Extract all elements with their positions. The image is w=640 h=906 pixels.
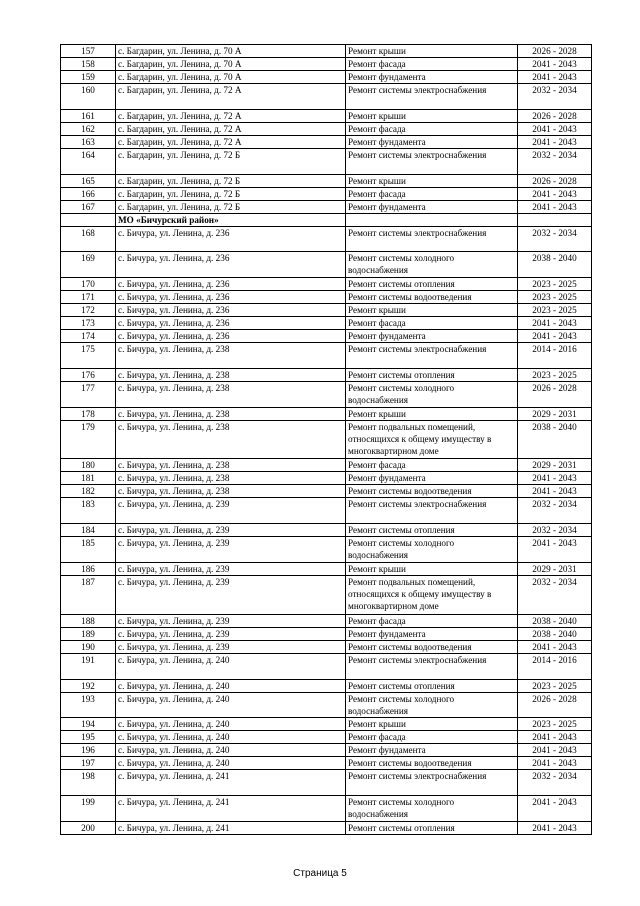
period-cell: 2026 - 2028	[518, 381, 592, 407]
address-cell: с. Багдарин, ул. Ленина, д. 72 Б	[116, 187, 346, 200]
table-row	[61, 627, 592, 640]
address-cell: с. Бичура, ул. Ленина, д. 236	[116, 278, 346, 291]
period-cell: 2032 - 2034	[518, 84, 592, 110]
row-number-cell: 173	[61, 317, 116, 330]
address-cell: с. Бичура, ул. Ленина, д. 239	[116, 524, 346, 537]
row-number-cell: 186	[61, 563, 116, 576]
period-cell: 2032 - 2034	[518, 770, 592, 796]
work-type-cell: Ремонт крыши	[346, 563, 518, 576]
table-row	[61, 317, 592, 330]
work-type-cell: Ремонт системы холодного водоснабжения	[346, 252, 518, 278]
table-row	[61, 187, 592, 200]
period-cell: 2038 - 2040	[518, 420, 592, 459]
row-number-cell: 179	[61, 420, 116, 459]
work-type-cell: Ремонт фундамента	[346, 71, 518, 84]
row-number-cell: 189	[61, 627, 116, 640]
work-type-cell: Ремонт системы холодного водоснабжения	[346, 381, 518, 407]
table-row	[61, 226, 592, 252]
work-type-cell: Ремонт фасада	[346, 459, 518, 472]
work-type-cell: Ремонт фундамента	[346, 200, 518, 213]
row-number-cell: 188	[61, 614, 116, 627]
table-row	[61, 563, 592, 576]
address-cell: с. Бичура, ул. Ленина, д. 236	[116, 317, 346, 330]
period-cell: 2023 - 2025	[518, 304, 592, 317]
page-number: Страница 5	[293, 868, 347, 879]
work-type-cell: Ремонт фундамента	[346, 330, 518, 343]
row-number-cell: 160	[61, 84, 116, 110]
table-body	[61, 45, 592, 835]
row-number-cell: 193	[61, 692, 116, 718]
table-row	[61, 524, 592, 537]
address-cell: с. Бичура, ул. Ленина, д. 236	[116, 291, 346, 304]
address-cell: с. Бичура, ул. Ленина, д. 239	[116, 563, 346, 576]
period-cell: 2023 - 2025	[518, 679, 592, 692]
address-cell: с. Бичура, ул. Ленина, д. 241	[116, 770, 346, 796]
work-type-cell: Ремонт фасада	[346, 731, 518, 744]
row-number-cell: 164	[61, 148, 116, 174]
row-number-cell: 175	[61, 343, 116, 369]
period-cell: 2032 - 2034	[518, 498, 592, 524]
address-cell: с. Бичура, ул. Ленина, д. 240	[116, 653, 346, 679]
row-number-cell: 169	[61, 252, 116, 278]
repair-schedule-table	[60, 44, 592, 835]
work-type-cell: Ремонт фундамента	[346, 744, 518, 757]
table-row	[61, 148, 592, 174]
work-type-cell: Ремонт системы отопления	[346, 368, 518, 381]
address-cell: с. Бичура, ул. Ленина, д. 238	[116, 381, 346, 407]
address-cell: с. Багдарин, ул. Ленина, д. 70 А	[116, 58, 346, 71]
work-type-cell: Ремонт системы электроснабжения	[346, 653, 518, 679]
period-cell: 2032 - 2034	[518, 576, 592, 615]
table-row	[61, 679, 592, 692]
row-number-cell: 195	[61, 731, 116, 744]
address-cell: с. Бичура, ул. Ленина, д. 241	[116, 821, 346, 834]
period-cell: 2038 - 2040	[518, 627, 592, 640]
address-cell: с. Бичура, ул. Ленина, д. 239	[116, 576, 346, 615]
row-number-cell: 162	[61, 122, 116, 135]
row-number-cell: 174	[61, 330, 116, 343]
period-cell: 2041 - 2043	[518, 757, 592, 770]
table-row	[61, 174, 592, 187]
work-type-cell: Ремонт системы электроснабжения	[346, 343, 518, 369]
address-cell: с. Бичура, ул. Ленина, д. 240	[116, 731, 346, 744]
empty-cell	[518, 213, 592, 226]
table-row	[61, 343, 592, 369]
work-type-cell: Ремонт системы электроснабжения	[346, 498, 518, 524]
work-type-cell: Ремонт фасада	[346, 187, 518, 200]
period-cell: 2041 - 2043	[518, 135, 592, 148]
period-cell: 2041 - 2043	[518, 200, 592, 213]
address-cell: с. Бичура, ул. Ленина, д. 239	[116, 640, 346, 653]
address-cell: с. Бичура, ул. Ленина, д. 236	[116, 226, 346, 252]
row-number-cell: 192	[61, 679, 116, 692]
period-cell: 2023 - 2025	[518, 291, 592, 304]
work-type-cell: Ремонт системы холодного водоснабжения	[346, 796, 518, 822]
address-cell: с. Бичура, ул. Ленина, д. 240	[116, 744, 346, 757]
row-number-cell: 182	[61, 485, 116, 498]
address-cell: с. Бичура, ул. Ленина, д. 240	[116, 757, 346, 770]
period-cell: 2026 - 2028	[518, 109, 592, 122]
period-cell: 2029 - 2031	[518, 407, 592, 420]
period-cell: 2029 - 2031	[518, 459, 592, 472]
table-row	[61, 796, 592, 822]
period-cell: 2041 - 2043	[518, 187, 592, 200]
table-row	[61, 84, 592, 110]
address-cell: с. Бичура, ул. Ленина, д. 238	[116, 343, 346, 369]
address-cell: с. Бичура, ул. Ленина, д. 239	[116, 537, 346, 563]
row-number-cell: 165	[61, 174, 116, 187]
address-cell: с. Багдарин, ул. Ленина, д. 72 Б	[116, 200, 346, 213]
table-row	[61, 368, 592, 381]
address-cell: с. Бичура, ул. Ленина, д. 238	[116, 407, 346, 420]
period-cell: 2014 - 2016	[518, 653, 592, 679]
row-number-cell: 180	[61, 459, 116, 472]
address-cell: с. Бичура, ул. Ленина, д. 241	[116, 796, 346, 822]
row-number-cell: 170	[61, 278, 116, 291]
table-row	[61, 744, 592, 757]
table-row	[61, 200, 592, 213]
row-number-cell: 168	[61, 226, 116, 252]
period-cell: 2032 - 2034	[518, 226, 592, 252]
table-row	[61, 252, 592, 278]
address-cell: с. Бичура, ул. Ленина, д. 236	[116, 330, 346, 343]
period-cell: 2041 - 2043	[518, 71, 592, 84]
row-number-cell: 159	[61, 71, 116, 84]
period-cell: 2029 - 2031	[518, 563, 592, 576]
address-cell: с. Бичура, ул. Ленина, д. 238	[116, 368, 346, 381]
work-type-cell: Ремонт крыши	[346, 407, 518, 420]
period-cell: 2032 - 2034	[518, 524, 592, 537]
table-row	[61, 278, 592, 291]
table-row	[61, 459, 592, 472]
work-type-cell: Ремонт крыши	[346, 718, 518, 731]
table-row	[61, 407, 592, 420]
row-number-cell: 172	[61, 304, 116, 317]
work-type-cell: Ремонт системы электроснабжения	[346, 148, 518, 174]
period-cell: 2023 - 2025	[518, 368, 592, 381]
period-cell: 2041 - 2043	[518, 821, 592, 834]
address-cell: с. Бичура, ул. Ленина, д. 239	[116, 498, 346, 524]
work-type-cell: Ремонт фасада	[346, 122, 518, 135]
table-row	[61, 640, 592, 653]
work-type-cell: Ремонт системы водоотведения	[346, 291, 518, 304]
period-cell: 2026 - 2028	[518, 45, 592, 58]
section-header-row	[61, 213, 592, 226]
row-number-cell: 185	[61, 537, 116, 563]
row-number-cell: 183	[61, 498, 116, 524]
work-type-cell: Ремонт фасада	[346, 614, 518, 627]
address-cell: с. Бичура, ул. Ленина, д. 239	[116, 614, 346, 627]
row-number-cell: 198	[61, 770, 116, 796]
address-cell: с. Бичура, ул. Ленина, д. 240	[116, 718, 346, 731]
work-type-cell: Ремонт подвальных помещений, относящихся к общему имуществу в многоквартирном доме	[346, 420, 518, 459]
table-row	[61, 381, 592, 407]
table-row	[61, 291, 592, 304]
address-cell: с. Багдарин, ул. Ленина, д. 72 А	[116, 122, 346, 135]
row-number-cell: 177	[61, 381, 116, 407]
work-type-cell: Ремонт системы холодного водоснабжения	[346, 692, 518, 718]
period-cell: 2041 - 2043	[518, 485, 592, 498]
address-cell: с. Бичура, ул. Ленина, д. 238	[116, 420, 346, 459]
work-type-cell: Ремонт фундамента	[346, 627, 518, 640]
work-type-cell: Ремонт системы водоотведения	[346, 485, 518, 498]
address-cell: с. Багдарин, ул. Ленина, д. 72 А	[116, 84, 346, 110]
address-cell: с. Бичура, ул. Ленина, д. 239	[116, 627, 346, 640]
row-number-cell: 197	[61, 757, 116, 770]
period-cell: 2041 - 2043	[518, 640, 592, 653]
work-type-cell: Ремонт крыши	[346, 174, 518, 187]
row-number-cell: 158	[61, 58, 116, 71]
row-number-cell: 163	[61, 135, 116, 148]
work-type-cell: Ремонт системы отопления	[346, 679, 518, 692]
work-type-cell: Ремонт фасада	[346, 58, 518, 71]
work-type-cell: Ремонт системы отопления	[346, 524, 518, 537]
address-cell: с. Бичура, ул. Ленина, д. 236	[116, 304, 346, 317]
row-number-cell: 191	[61, 653, 116, 679]
row-number-cell: 190	[61, 640, 116, 653]
work-type-cell: Ремонт системы электроснабжения	[346, 84, 518, 110]
table-row	[61, 330, 592, 343]
table-row	[61, 537, 592, 563]
work-type-cell: Ремонт системы водоотведения	[346, 640, 518, 653]
row-number-cell: 187	[61, 576, 116, 615]
period-cell: 2041 - 2043	[518, 122, 592, 135]
period-cell: 2041 - 2043	[518, 731, 592, 744]
table-row	[61, 770, 592, 796]
work-type-cell: Ремонт системы отопления	[346, 821, 518, 834]
row-number-cell: 178	[61, 407, 116, 420]
period-cell: 2041 - 2043	[518, 796, 592, 822]
address-cell: с. Багдарин, ул. Ленина, д. 72 Б	[116, 174, 346, 187]
table-row	[61, 576, 592, 615]
period-cell: 2041 - 2043	[518, 330, 592, 343]
period-cell: 2041 - 2043	[518, 317, 592, 330]
period-cell: 2041 - 2043	[518, 472, 592, 485]
address-cell: с. Бичура, ул. Ленина, д. 236	[116, 252, 346, 278]
table-row	[61, 692, 592, 718]
table-row	[61, 653, 592, 679]
period-cell: 2026 - 2028	[518, 692, 592, 718]
address-cell: с. Бичура, ул. Ленина, д. 238	[116, 485, 346, 498]
table-row	[61, 485, 592, 498]
address-cell: с. Багдарин, ул. Ленина, д. 72 Б	[116, 148, 346, 174]
work-type-cell: Ремонт крыши	[346, 304, 518, 317]
work-type-cell: Ремонт фундамента	[346, 135, 518, 148]
row-number-cell: 161	[61, 109, 116, 122]
address-cell: с. Бичура, ул. Ленина, д. 238	[116, 459, 346, 472]
table-row	[61, 304, 592, 317]
address-cell: с. Бичура, ул. Ленина, д. 240	[116, 679, 346, 692]
row-number-cell: 171	[61, 291, 116, 304]
work-type-cell: Ремонт системы электроснабжения	[346, 770, 518, 796]
address-cell: с. Багдарин, ул. Ленина, д. 72 А	[116, 109, 346, 122]
table-row	[61, 718, 592, 731]
work-type-cell: Ремонт фундамента	[346, 472, 518, 485]
work-type-cell: Ремонт системы водоотведения	[346, 757, 518, 770]
period-cell: 2041 - 2043	[518, 744, 592, 757]
address-cell: с. Бичура, ул. Ленина, д. 238	[116, 472, 346, 485]
table-row	[61, 498, 592, 524]
work-type-cell: Ремонт системы электроснабжения	[346, 226, 518, 252]
row-number-cell: 157	[61, 45, 116, 58]
work-type-cell: Ремонт подвальных помещений, относящихся к общему имуществу в многоквартирном доме	[346, 576, 518, 615]
period-cell: 2041 - 2043	[518, 537, 592, 563]
work-type-cell: Ремонт крыши	[346, 45, 518, 58]
table-row	[61, 614, 592, 627]
period-cell: 2026 - 2028	[518, 174, 592, 187]
work-type-cell: Ремонт крыши	[346, 109, 518, 122]
period-cell: 2041 - 2043	[518, 58, 592, 71]
row-number-cell: 200	[61, 821, 116, 834]
row-number-cell: 176	[61, 368, 116, 381]
address-cell: с. Багдарин, ул. Ленина, д. 70 А	[116, 45, 346, 58]
table-row	[61, 109, 592, 122]
period-cell: 2038 - 2040	[518, 614, 592, 627]
period-cell: 2014 - 2016	[518, 343, 592, 369]
row-number-cell: 166	[61, 187, 116, 200]
table-row	[61, 45, 592, 58]
work-type-cell: Ремонт фасада	[346, 317, 518, 330]
row-number-cell: 184	[61, 524, 116, 537]
empty-cell	[61, 213, 116, 226]
section-title: МО «Бичурский район»	[116, 213, 346, 226]
address-cell: с. Багдарин, ул. Ленина, д. 72 А	[116, 135, 346, 148]
period-cell: 2038 - 2040	[518, 252, 592, 278]
table-row	[61, 58, 592, 71]
period-cell: 2032 - 2034	[518, 148, 592, 174]
address-cell: с. Багдарин, ул. Ленина, д. 70 А	[116, 71, 346, 84]
row-number-cell: 167	[61, 200, 116, 213]
work-type-cell: Ремонт системы холодного водоснабжения	[346, 537, 518, 563]
table-row	[61, 135, 592, 148]
table-row	[61, 122, 592, 135]
period-cell: 2023 - 2025	[518, 278, 592, 291]
work-type-cell: Ремонт системы отопления	[346, 278, 518, 291]
table-row	[61, 731, 592, 744]
table-row	[61, 472, 592, 485]
row-number-cell: 196	[61, 744, 116, 757]
table-row	[61, 420, 592, 459]
table-row	[61, 757, 592, 770]
row-number-cell: 199	[61, 796, 116, 822]
empty-cell	[346, 213, 518, 226]
row-number-cell: 181	[61, 472, 116, 485]
table-row	[61, 821, 592, 834]
period-cell: 2023 - 2025	[518, 718, 592, 731]
address-cell: с. Бичура, ул. Ленина, д. 240	[116, 692, 346, 718]
table-row	[61, 71, 592, 84]
row-number-cell: 194	[61, 718, 116, 731]
